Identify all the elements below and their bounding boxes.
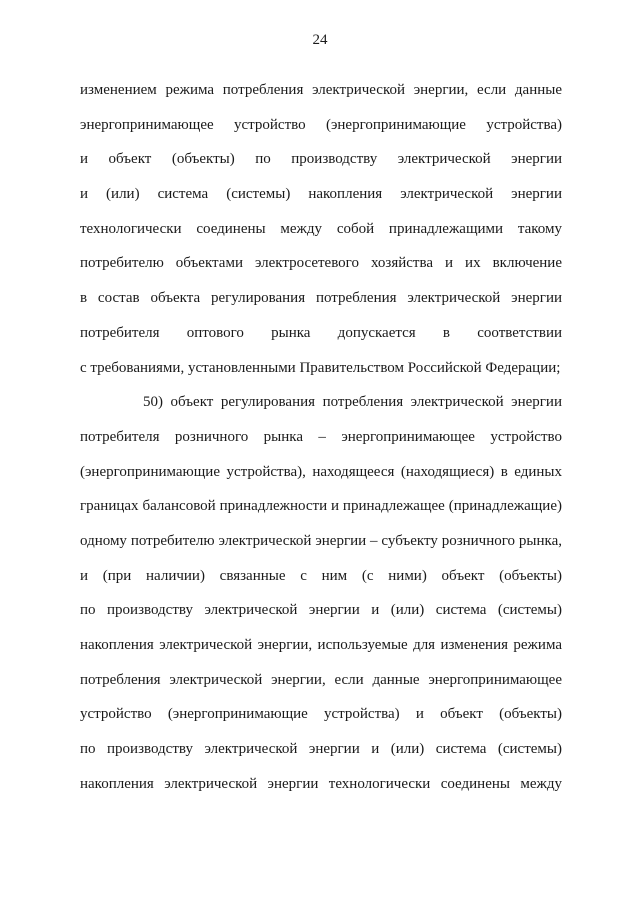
text-line: с требованиями, установленными Правительством Российской Федерации; xyxy=(80,359,561,376)
text-line: технологически соединены между собой принадлежащими такому xyxy=(80,220,562,237)
text-line: потребителю объектами электросетевого хозяйства и их включение xyxy=(80,255,562,272)
text-line: изменением режима потребления электрической энергии, если данные xyxy=(80,82,562,98)
document-body xyxy=(80,73,562,801)
text-line: и (или) система (системы) накопления электрической энергии xyxy=(80,186,562,203)
text-line: и (при наличии) связанные с ним (с ними) объект (объекты) xyxy=(80,567,562,584)
text-line: потребителя оптового рынка допускается в соответствии xyxy=(80,324,562,341)
text-line: по производству электрической энергии и (или) система (системы) xyxy=(80,741,562,758)
text-line: энергопринимающее устройство (энергопринимающие устройства) xyxy=(80,116,562,133)
text-line: по производству электрической энергии и (или) система (системы) xyxy=(80,602,562,619)
text-line: в состав объекта регулирования потребления электрической энергии xyxy=(80,290,562,307)
text-line: потребления электрической энергии, если данные энергопринимающее xyxy=(80,671,562,688)
text-line: накопления электрической энергии технологически соединены между xyxy=(80,775,562,792)
text-line: и объект (объекты) по производству электрической энергии xyxy=(80,151,562,168)
text-line: (энергопринимающие устройства), находящееся (находящиеся) в единых xyxy=(80,463,562,480)
page-number: 24 xyxy=(312,32,328,48)
paragraph-start-line: 50) объект регулирования потребления электрической энергии xyxy=(143,394,562,411)
text-line: потребителя розничного рынка – энергопринимающее устройство xyxy=(80,428,562,445)
text-line: устройство (энергопринимающие устройства) и объект (объекты) xyxy=(80,706,562,723)
text-line: одному потребителю электрической энергии – субъекту розничного рынка, xyxy=(80,532,562,549)
text-line: границах балансовой принадлежности и принадлежащее (принадлежащие) xyxy=(80,498,562,515)
text-line: накопления электрической энергии, используемые для изменения режима xyxy=(80,637,562,653)
